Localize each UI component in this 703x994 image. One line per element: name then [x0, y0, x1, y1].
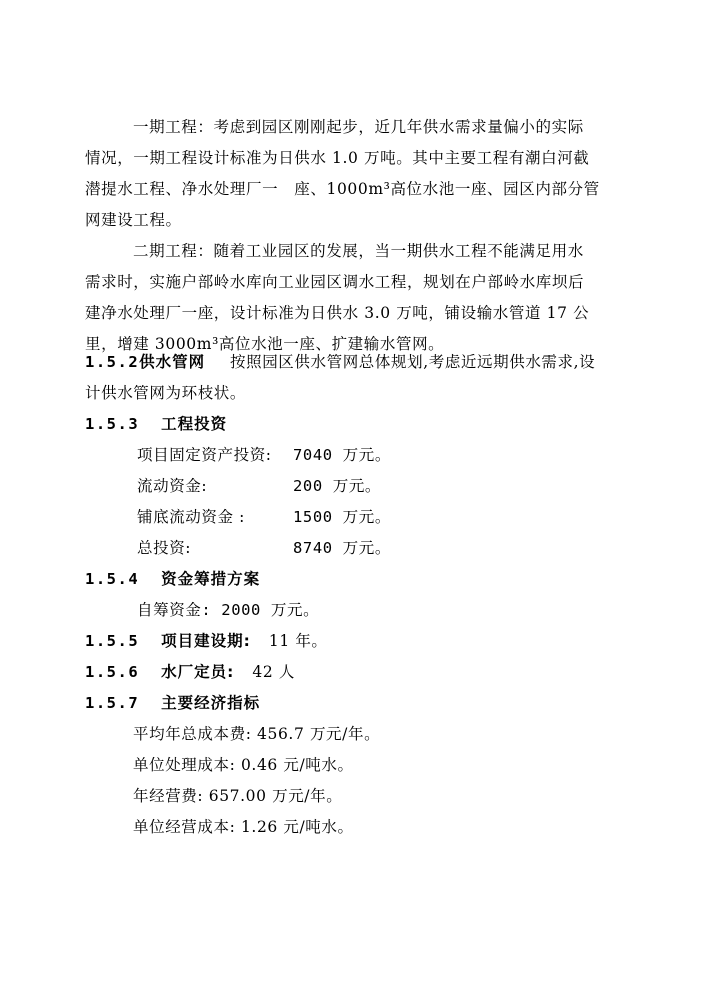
investment-value: 1500 万元。 [293, 508, 391, 526]
economic-indicator: 平均年总成本费: 456.7 万元/年。 [133, 725, 381, 743]
section-1-5-2-text-1: 按照园区供水管网总体规划,考虑近远期供水需求,设 [230, 353, 596, 371]
section-title: 主要经济指标 [161, 694, 261, 712]
investment-value: 200 万元。 [293, 477, 382, 495]
section-number: 1.5.3 [85, 415, 140, 433]
section-1-5-2-heading [85, 352, 205, 372]
phase1-line-1: 一期工程：考虑到园区刚刚起步，近几年供水需求量偏小的实际 [133, 118, 584, 136]
phase2-line-3: 建净水处理厂一座，设计标准为日供水 3.0 万吨，铺设输水管道 17 公 [85, 304, 590, 322]
economic-indicator: 年经营费: 657.00 万元/年。 [133, 787, 343, 805]
investment-label: 项目固定资产投资: [137, 446, 272, 464]
investment-value: 7040 万元。 [293, 446, 391, 464]
section-title: 工程投资 [161, 415, 228, 433]
section-title: 供水管网 [139, 353, 206, 371]
section-number: 1.5.2 [85, 353, 140, 371]
economic-indicator: 单位处理成本: 0.46 元/吨水。 [133, 756, 354, 774]
section-title: 项目建设期: [161, 632, 251, 650]
section-1-5-6-heading [85, 662, 295, 682]
section-number: 1.5.6 [85, 663, 140, 681]
section-1-5-7-heading [85, 693, 260, 713]
section-1-5-4-heading [85, 569, 260, 589]
investment-value: 8740 万元。 [293, 539, 391, 557]
staff-count-value: 42 人 [252, 663, 295, 681]
section-number: 1.5.7 [85, 694, 140, 712]
phase2-line-2: 需求时，实施户部岭水库向工业园区调水工程，规划在户部岭水库坝后 [85, 273, 585, 291]
phase1-line-4: 网建设工程。 [85, 211, 182, 229]
phase2-line-4: 里，增建 3000m³高位水池一座、扩建输水管网。 [85, 335, 445, 353]
section-1-5-5-heading [85, 631, 328, 651]
section-1-5-3-heading [85, 414, 227, 434]
investment-label: 铺底流动资金 : [137, 508, 245, 526]
investment-label: 流动资金: [137, 477, 208, 495]
investment-label: 总投资: [137, 539, 192, 557]
phase1-line-2: 情况，一期工程设计标准为日供水 1.0 万吨。其中主要工程有潮白河截 [85, 149, 590, 167]
section-number: 1.5.5 [85, 632, 140, 650]
phase2-line-1: 二期工程：随着工业园区的发展，当一期供水工程不能满足用水 [133, 242, 584, 260]
section-number: 1.5.4 [85, 570, 140, 588]
self-raised-funds: 自筹资金: 2000 万元。 [137, 601, 320, 619]
phase1-line-3: 潜提水工程、净水处理厂一 座、1000m³高位水池一座、园区内部分管 [85, 180, 600, 198]
construction-period-value: 11 年。 [268, 632, 328, 650]
section-title: 水厂定员: [161, 663, 235, 681]
economic-indicator: 单位经营成本: 1.26 元/吨水。 [133, 818, 354, 836]
section-title: 资金筹措方案 [161, 570, 261, 588]
section-1-5-2-text-2: 计供水管网为环枝状。 [85, 384, 247, 402]
